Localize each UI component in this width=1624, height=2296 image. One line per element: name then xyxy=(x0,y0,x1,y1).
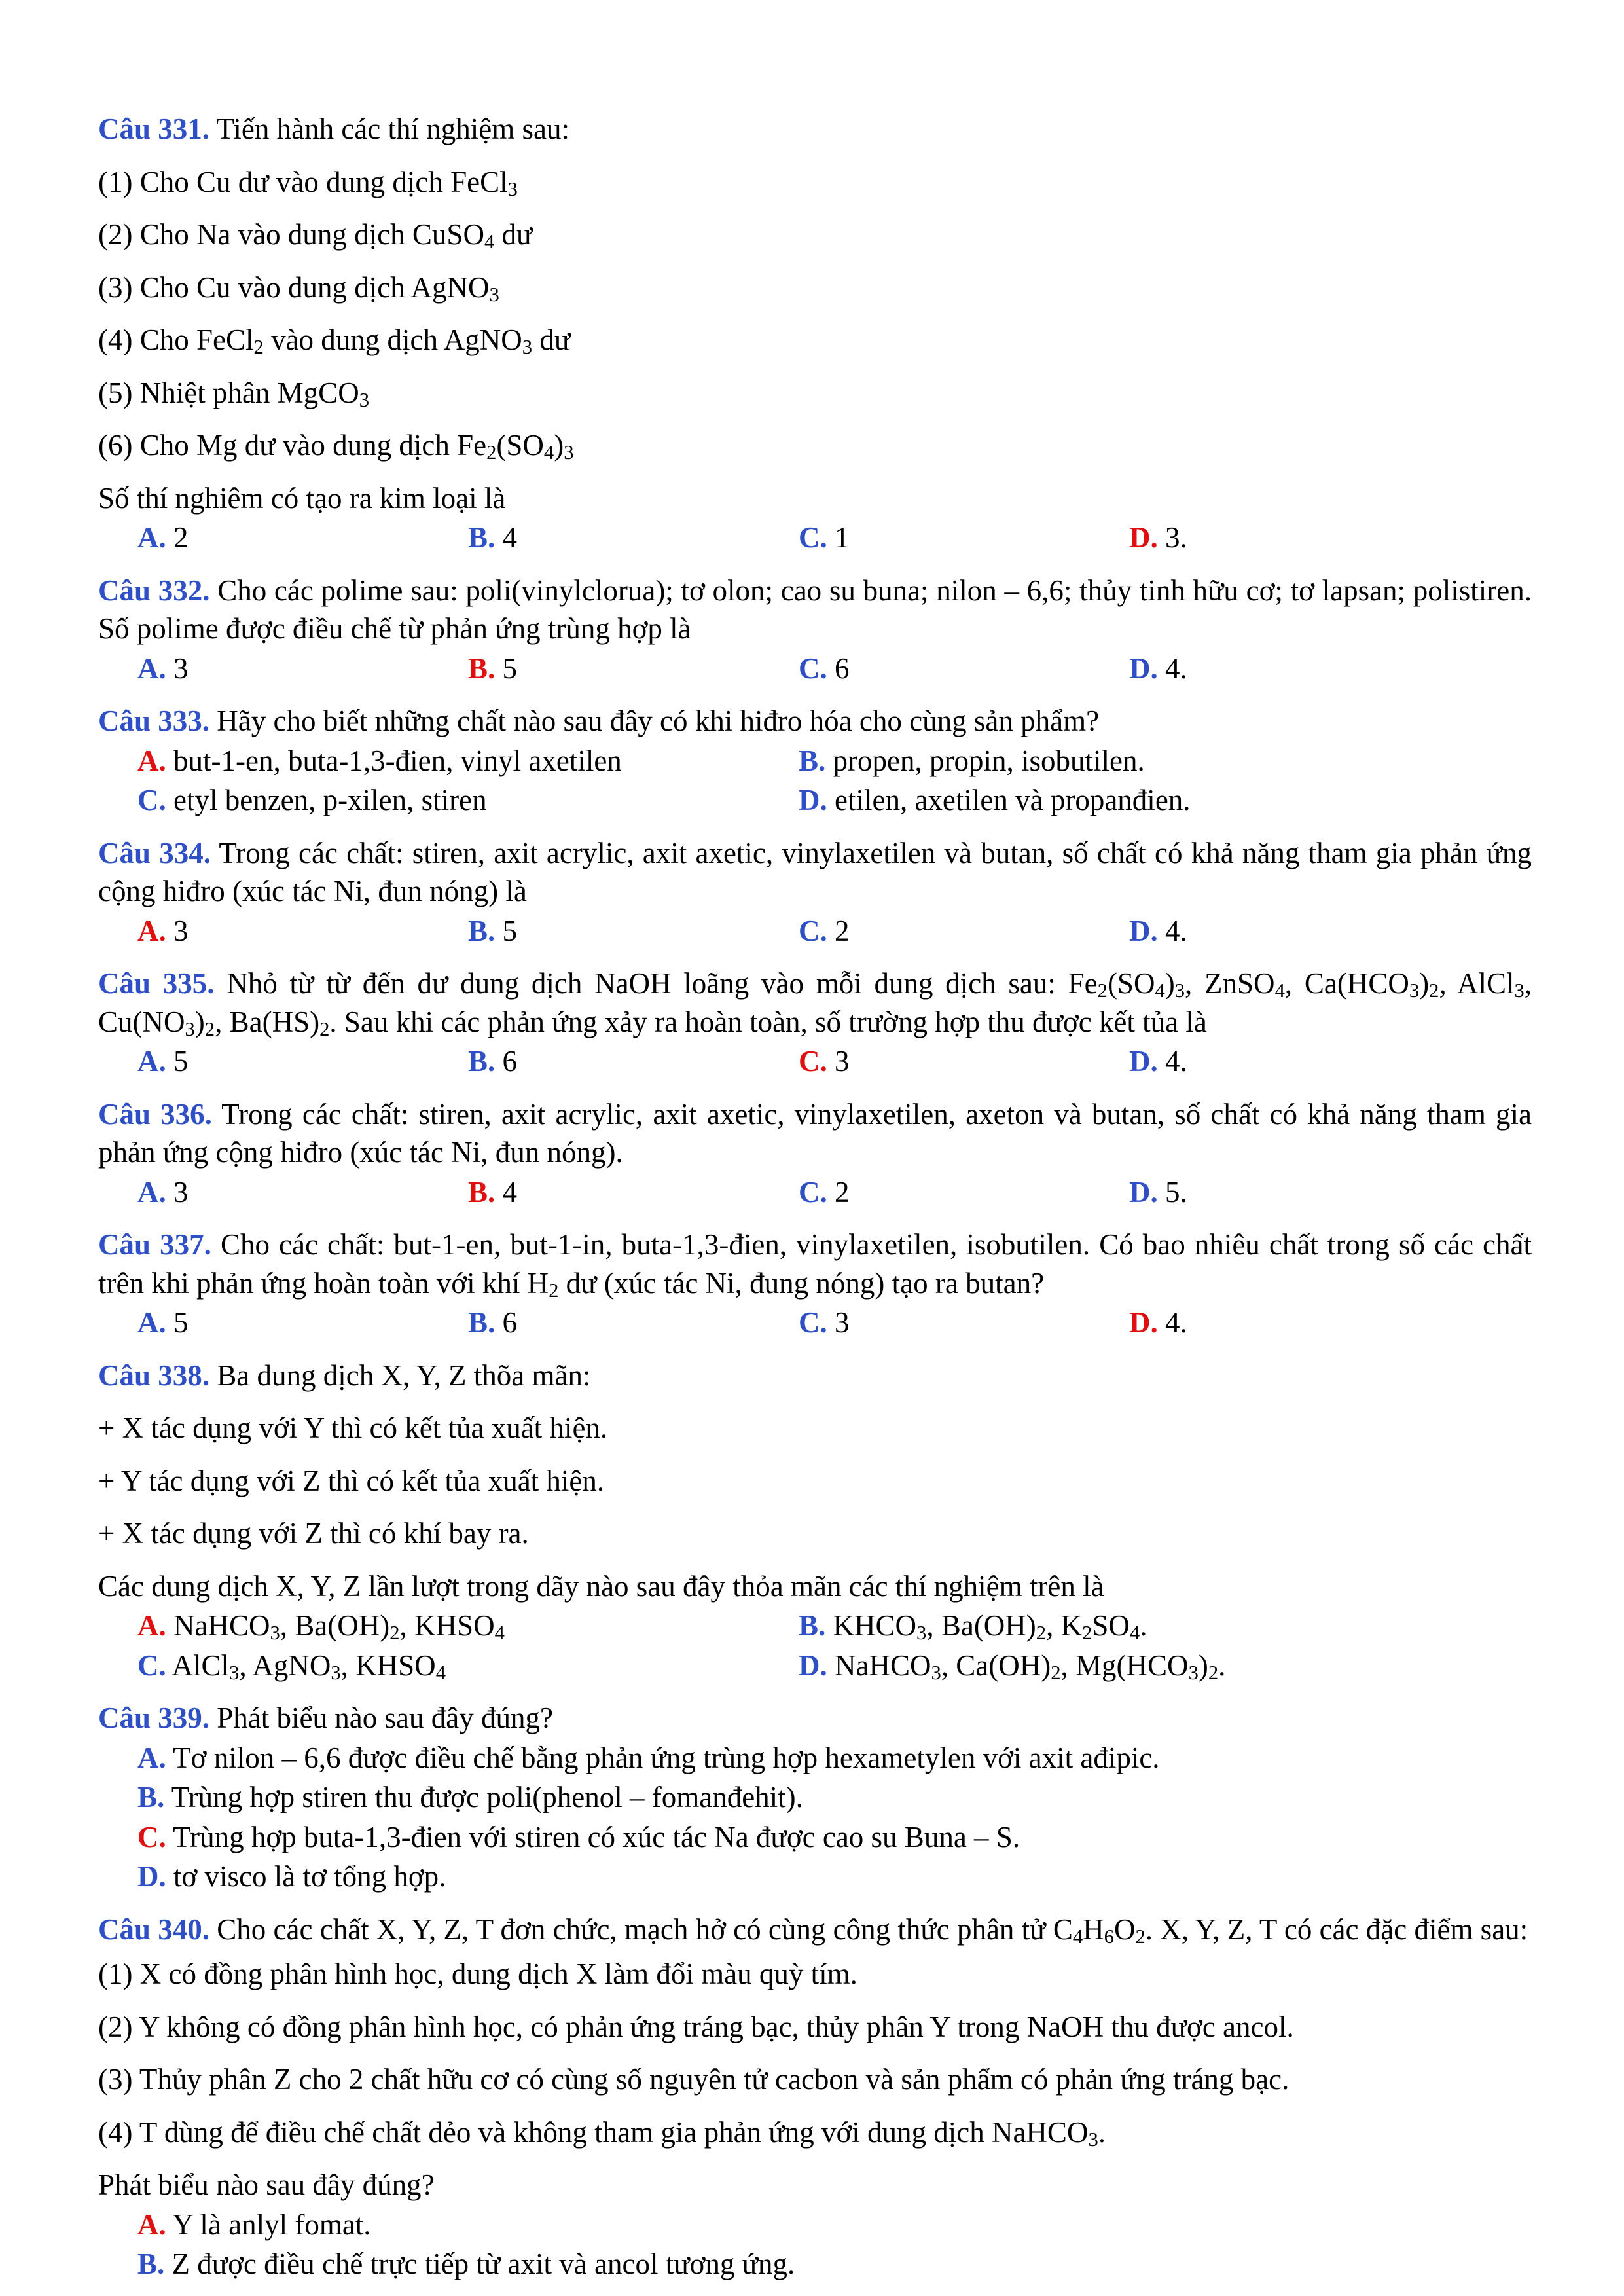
option-a[interactable] xyxy=(137,649,468,688)
option-label: A. xyxy=(137,651,166,685)
experiment-item: (4) Cho FeCl$_2$ vào dung dịch AgNO$_3$ dư xyxy=(98,323,571,359)
option-label: A. xyxy=(137,1609,166,1642)
option-text: NaHCO$_3$, $Ca(OH)_2$, $Mg(HCO_3)_2$. xyxy=(827,1649,1226,1684)
option-label: D. xyxy=(1129,651,1158,685)
question-331 xyxy=(98,110,1532,557)
question-number: Câu 334. xyxy=(98,836,211,869)
option-d[interactable] xyxy=(799,781,1460,820)
option-label: C. xyxy=(137,784,166,816)
option-label: A. xyxy=(137,2208,166,2241)
question-number: Câu 340. xyxy=(98,1912,210,1946)
question-prompt: Các dung dịch X, Y, Z lần lượt trong dãy nào sau đây thỏa mãn các thí nghiệm trên là xyxy=(98,1569,1104,1603)
option-text: 4 xyxy=(495,1175,518,1209)
option-label: C. xyxy=(137,1820,166,1853)
experiment-item: (3) Cho Cu vào dung dịch AgNO$_3$ xyxy=(98,270,499,306)
property-item: (2) Y không có đồng phân hình học, có phản ứng tráng bạc, thủy phân Y trong NaOH thu được ancol. xyxy=(98,2010,1294,2043)
option-text: 3 xyxy=(827,1306,850,1339)
option-text: propen, propin, isobutilen. xyxy=(825,744,1145,777)
option-text: 5 xyxy=(495,651,518,685)
option-label: B. xyxy=(468,914,496,947)
option-label: B. xyxy=(468,1175,496,1209)
option-text: 4. xyxy=(1157,1045,1187,1078)
option-label: A. xyxy=(137,1306,166,1339)
option-text: 4. xyxy=(1157,914,1187,947)
question-number: Câu 331. xyxy=(98,113,210,145)
option-label: C. xyxy=(137,1649,166,1682)
experiment-item: (2) Cho Na vào dung dịch CuSO$_4$ dư xyxy=(98,218,533,253)
condition-item: + Y tác dụng với Z thì có kết tủa xuất hiện. xyxy=(98,1464,605,1497)
option-c[interactable] xyxy=(137,1818,1532,1857)
answer-options xyxy=(98,519,1532,557)
option-label: B. xyxy=(799,744,826,777)
option-text: NaHCO$_3$, $Ba(OH)_2$, $KHSO_4$ xyxy=(166,1609,505,1645)
option-label: C. xyxy=(799,521,827,554)
question-number: Câu 332. xyxy=(98,574,210,607)
question-text: Trong các chất: stiren, axit acrylic, axit axetic, vinylaxetilen và butan, số chất có khả năng tham gia phản ứng cộng hiđro (xúc tác Ni, đun nóng) là xyxy=(98,836,1532,907)
option-label: C. xyxy=(799,1045,827,1078)
option-label: A. xyxy=(137,1175,166,1209)
option-a[interactable] xyxy=(137,519,468,557)
option-label: B. xyxy=(468,521,496,554)
option-d[interactable] xyxy=(1129,1173,1460,1212)
option-d[interactable] xyxy=(1129,1303,1460,1342)
option-text: Tơ nilon – 6,6 được điều chế bằng phản ứng trùng hợp hexametylen với axit ađipic. xyxy=(166,1741,1160,1774)
question-338 xyxy=(98,1357,1532,1685)
option-b[interactable] xyxy=(468,649,799,688)
option-label: D. xyxy=(799,1649,827,1682)
option-label: D. xyxy=(1129,521,1158,554)
option-text: 3 xyxy=(166,651,189,685)
question-list xyxy=(98,110,1532,2285)
option-label: B. xyxy=(468,1045,496,1078)
option-text: 3 xyxy=(166,1175,189,1209)
condition-item: + X tác dụng với Z thì có khí bay ra. xyxy=(98,1517,529,1550)
option-text: 3 xyxy=(827,1045,850,1078)
option-text: 2 xyxy=(827,914,850,947)
condition-item: + X tác dụng với Y thì có kết tủa xuất hiện. xyxy=(98,1412,608,1444)
answer-options-row xyxy=(98,1607,1532,1645)
answer-options-row xyxy=(98,781,1532,820)
option-a[interactable] xyxy=(137,742,799,780)
option-b[interactable] xyxy=(799,742,1460,780)
option-a[interactable] xyxy=(137,1042,468,1081)
option-d[interactable] xyxy=(1129,519,1460,557)
option-text: 5 xyxy=(495,914,518,947)
question-text: Cho các polime sau: poli(vinylclorua); tơ olon; cao su buna; nilon – 6,6; thủy tinh hữu cơ; tơ lapsan; polistiren. Số polime được điều chế từ phản ứng trùng hợp là xyxy=(98,574,1532,645)
option-text: 6 xyxy=(827,651,850,685)
option-label: B. xyxy=(468,1306,496,1339)
property-item: (3) Thủy phân Z cho 2 chất hữu cơ có cùng số nguyên tử cacbon và sản phẩm có phản ứng tráng bạc. xyxy=(98,2063,1290,2096)
option-a[interactable] xyxy=(137,1303,468,1342)
question-text: Trong các chất: stiren, axit acrylic, axit axetic, vinylaxetilen, axeton và butan, số chất có khả năng tham gia phản ứng cộng hiđro (xúc tác Ni, đun nóng). xyxy=(98,1097,1532,1169)
answer-options-row xyxy=(98,1647,1532,1685)
question-text: Phát biểu nào sau đây đúng? xyxy=(217,1702,553,1734)
option-c[interactable] xyxy=(799,649,1129,688)
option-d[interactable] xyxy=(1129,649,1460,688)
option-c[interactable] xyxy=(799,519,1129,557)
option-label: A. xyxy=(137,521,166,554)
property-item: (4) T dùng để điều chế chất dẻo và không tham gia phản ứng với dung dịch NaHCO$_3$. xyxy=(98,2115,1106,2151)
option-c[interactable] xyxy=(137,1647,799,1685)
answer-options-row xyxy=(98,742,1532,780)
option-label: A. xyxy=(137,744,166,777)
experiment-item: (6) Cho Mg dư vào dung dịch $Fe_2(SO_4)_3$ xyxy=(98,429,574,464)
question-339 xyxy=(98,1699,1532,1896)
question-text: Hãy cho biết những chất nào sau đây có khi hiđro hóa cho cùng sản phẩm? xyxy=(217,704,1100,737)
question-text: Cho các chất X, Y, Z, T đơn chức, mạch hở có cùng công thức phân tử $C_4H_6O_2$. X, Y, Z, T có các đặc điểm sau: xyxy=(217,1912,1528,1948)
option-b[interactable] xyxy=(137,1778,1532,1817)
option-d[interactable] xyxy=(137,1857,1532,1896)
option-text: 5 xyxy=(166,1306,189,1339)
question-334 xyxy=(98,834,1532,951)
option-text: 4. xyxy=(1157,1306,1187,1339)
answer-options xyxy=(98,912,1532,951)
option-b[interactable] xyxy=(468,1042,799,1081)
option-c[interactable] xyxy=(799,1303,1129,1342)
answer-options xyxy=(98,1303,1532,1342)
option-text: etilen, axetilen và propanđien. xyxy=(827,784,1191,816)
option-b[interactable] xyxy=(468,1173,799,1212)
option-b[interactable] xyxy=(137,2245,1532,2284)
question-number: Câu 335. xyxy=(98,967,215,1000)
answer-options xyxy=(98,649,1532,688)
question-332 xyxy=(98,572,1532,688)
question-337 xyxy=(98,1226,1532,1342)
question-number: Câu 333. xyxy=(98,704,210,737)
property-item: (1) X có đồng phân hình học, dung dịch X làm đổi màu quỳ tím. xyxy=(98,1958,857,1990)
answer-options xyxy=(98,1042,1532,1081)
option-label: D. xyxy=(1129,914,1158,947)
question-336 xyxy=(98,1095,1532,1212)
option-label: A. xyxy=(137,1045,166,1078)
option-text: Z được điều chế trực tiếp từ axit và ancol tương ứng. xyxy=(164,2248,795,2280)
option-label: B. xyxy=(137,2248,165,2280)
question-number: Câu 339. xyxy=(98,1702,210,1734)
experiment-item: (5) Nhiệt phân MgCO$_3$ xyxy=(98,376,369,411)
question-number: Câu 337. xyxy=(98,1228,211,1261)
option-c[interactable] xyxy=(799,1173,1129,1212)
option-a[interactable] xyxy=(137,912,468,951)
option-label: B. xyxy=(799,1609,826,1642)
question-333 xyxy=(98,702,1532,820)
option-label: A. xyxy=(137,914,166,947)
question-text: Cho các chất: but-1-en, but-1-in, buta-1,3-đien, vinylaxetilen, isobutilen. Có bao nhiêu chất trong số các chất trên khi phản ứng hoàn toàn với khí $H_2$ dư (xúc tác Ni, đung nóng) tạo ra butan? xyxy=(98,1228,1532,1302)
option-label: C. xyxy=(799,1306,827,1339)
option-label: D. xyxy=(799,784,827,816)
option-text: 4. xyxy=(1157,651,1187,685)
option-text: etyl benzen, p-xilen, stiren xyxy=(166,784,487,816)
question-prompt: Phát biểu nào sau đây đúng? xyxy=(98,2168,435,2201)
answer-options xyxy=(98,1173,1532,1212)
experiment-item: (1) Cho Cu dư vào dung dịch FeCl$_3$ xyxy=(98,165,518,200)
option-text: 6 xyxy=(495,1045,518,1078)
option-text: 2 xyxy=(827,1175,850,1209)
option-d[interactable] xyxy=(1129,1042,1460,1081)
question-number: Câu 336. xyxy=(98,1097,212,1131)
option-label: B. xyxy=(468,651,496,685)
option-text: 1 xyxy=(827,521,850,554)
option-text: but-1-en, buta-1,3-đien, vinyl axetilen xyxy=(166,744,622,777)
question-text: Ba dung dịch X, Y, Z thõa mãn: xyxy=(217,1358,591,1392)
option-c[interactable] xyxy=(137,781,799,820)
option-c[interactable] xyxy=(799,912,1129,951)
option-label: D. xyxy=(137,1860,166,1893)
question-number: Câu 338. xyxy=(98,1358,210,1392)
option-label: C. xyxy=(799,651,827,685)
question-340 xyxy=(98,1910,1532,2284)
option-d[interactable] xyxy=(1129,912,1460,951)
option-text: 3 xyxy=(166,914,189,947)
option-label: D. xyxy=(1129,1045,1158,1078)
option-b[interactable] xyxy=(799,1607,1460,1645)
option-label: A. xyxy=(137,1741,166,1774)
option-text: AlCl$_3$, AgNO$_3$, $KHSO_4$ xyxy=(166,1649,446,1684)
option-a[interactable] xyxy=(137,1739,1532,1777)
option-text: 4 xyxy=(495,521,518,554)
option-text: tơ visco là tơ tổng hợp. xyxy=(166,1860,446,1893)
option-a[interactable] xyxy=(137,1173,468,1212)
option-a[interactable] xyxy=(137,2206,1532,2244)
option-b[interactable] xyxy=(468,912,799,951)
question-335 xyxy=(98,964,1532,1081)
option-text: 2 xyxy=(166,521,189,554)
option-label: B. xyxy=(137,1781,165,1813)
option-text: Y là anlyl fomat. xyxy=(166,2208,371,2241)
option-text: 6 xyxy=(495,1306,518,1339)
question-text: Tiến hành các thí nghiệm sau: xyxy=(216,113,569,145)
option-label: C. xyxy=(799,1175,827,1209)
question-text: Nhỏ từ từ đến dư dung dịch NaOH loãng vào mỗi dung dịch sau: $Fe_2(SO_4)_3$, ZnSO$_4$, $Ca(HCO_3)_2$, AlCl$_3$, $Cu(NO_3)_2$, $Ba(HS)_2$. Sau khi các phản ứng xảy ra hoàn toàn, số trường hợp thu được kết tủa là xyxy=(98,967,1532,1040)
option-a[interactable] xyxy=(137,1607,799,1645)
option-text: Trùng hợp stiren thu được poli(phenol – fomanđehit). xyxy=(164,1781,803,1813)
option-c[interactable] xyxy=(799,1042,1129,1081)
option-text: 3. xyxy=(1157,521,1187,554)
option-d[interactable] xyxy=(799,1647,1460,1685)
option-b[interactable] xyxy=(468,1303,799,1342)
option-b[interactable] xyxy=(468,519,799,557)
option-text: $KHCO_3$, $Ba(OH)_2$, $K_2SO_4$. xyxy=(825,1609,1147,1645)
option-text: Trùng hợp buta-1,3-đien với stiren có xúc tác Na được cao su Buna – S. xyxy=(166,1820,1020,1853)
option-label: D. xyxy=(1129,1306,1158,1339)
option-text: 5 xyxy=(166,1045,189,1078)
option-label: D. xyxy=(1129,1175,1158,1209)
option-text: 5. xyxy=(1157,1175,1187,1209)
question-prompt: Số thí nghiêm có tạo ra kim loại là xyxy=(98,481,506,515)
option-label: C. xyxy=(799,914,827,947)
